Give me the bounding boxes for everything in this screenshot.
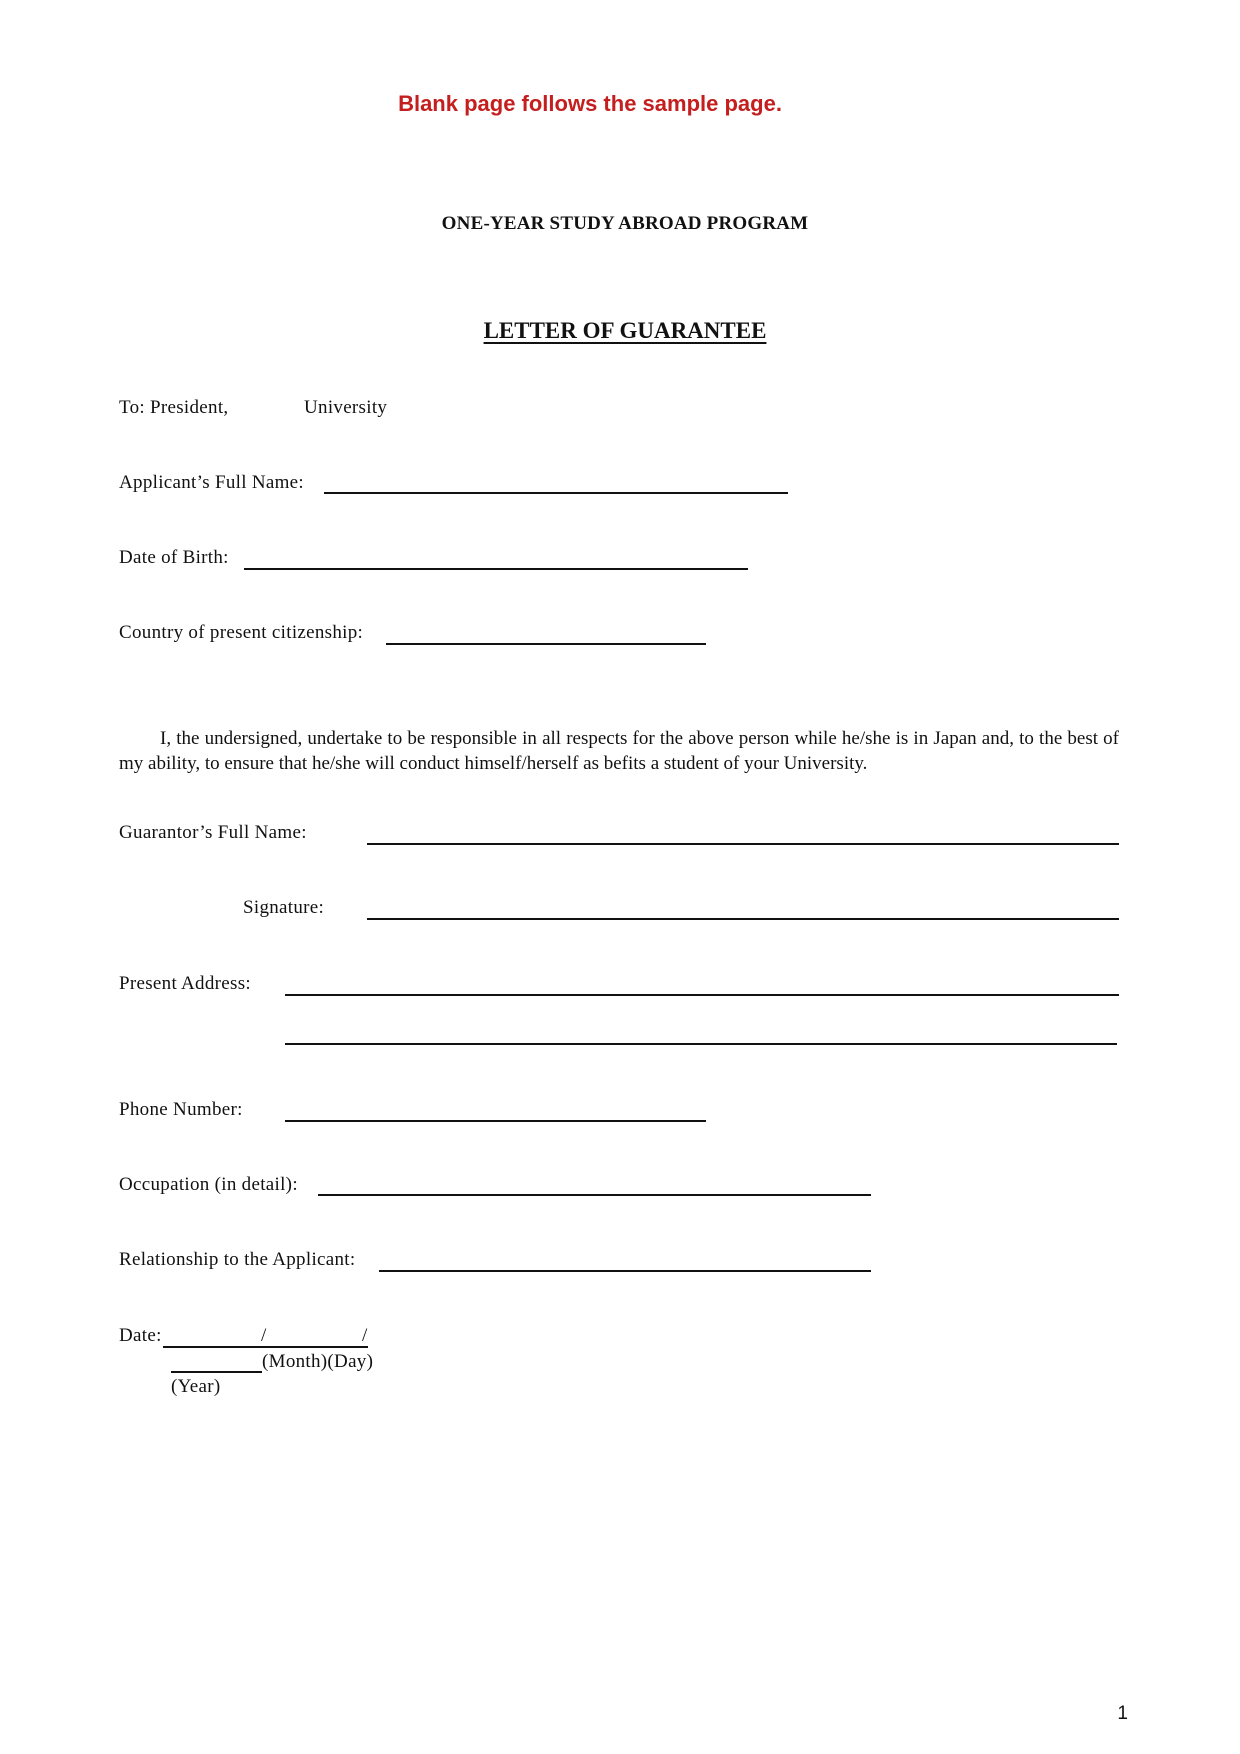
addressee-university: University — [304, 397, 388, 418]
addressee-to: To: President, — [119, 397, 229, 418]
date-separator-2: / — [362, 1325, 368, 1346]
year-caption: (Year) — [171, 1376, 221, 1397]
date-label: Date: — [119, 1325, 162, 1346]
citizenship-label: Country of present citizenship: — [119, 622, 364, 643]
phone-field[interactable] — [285, 1120, 706, 1122]
guarantor-name-field[interactable] — [367, 843, 1119, 845]
page-number: 1 — [1117, 1703, 1128, 1724]
relationship-label: Relationship to the Applicant: — [119, 1249, 356, 1270]
guarantee-statement: I, the undersigned, undertake to be responsible in all respects for the above person while he/she is in Japan and, to the best of my ability, to ensure that he/she will conduct himself/herself as befits a student of your University. — [119, 728, 1119, 774]
address-label: Present Address: — [119, 973, 251, 994]
month-day-caption: (Month)(Day) — [262, 1351, 374, 1372]
program-heading: ONE-YEAR STUDY ABROAD PROGRAM — [441, 213, 809, 234]
signature-field[interactable] — [367, 918, 1119, 920]
phone-label: Phone Number: — [119, 1099, 243, 1120]
address-field-line-2[interactable] — [285, 1043, 1117, 1045]
citizenship-field[interactable] — [386, 643, 706, 645]
occupation-label: Occupation (in detail): — [119, 1174, 298, 1195]
year-field-line[interactable] — [171, 1371, 262, 1373]
relationship-field[interactable] — [379, 1270, 871, 1272]
dob-field[interactable] — [244, 568, 748, 570]
date-separator-1: / — [261, 1325, 267, 1346]
dob-label: Date of Birth: — [119, 547, 229, 568]
notice-text: Blank page follows the sample page. — [398, 91, 782, 116]
applicant-name-field[interactable] — [324, 492, 788, 494]
guarantor-name-label: Guarantor’s Full Name: — [119, 822, 307, 843]
occupation-field[interactable] — [318, 1194, 871, 1196]
signature-label: Signature: — [243, 897, 325, 918]
applicant-name-label: Applicant’s Full Name: — [119, 472, 304, 493]
address-field-line-1[interactable] — [285, 994, 1119, 996]
document-title: LETTER OF GUARANTEE — [483, 318, 767, 343]
